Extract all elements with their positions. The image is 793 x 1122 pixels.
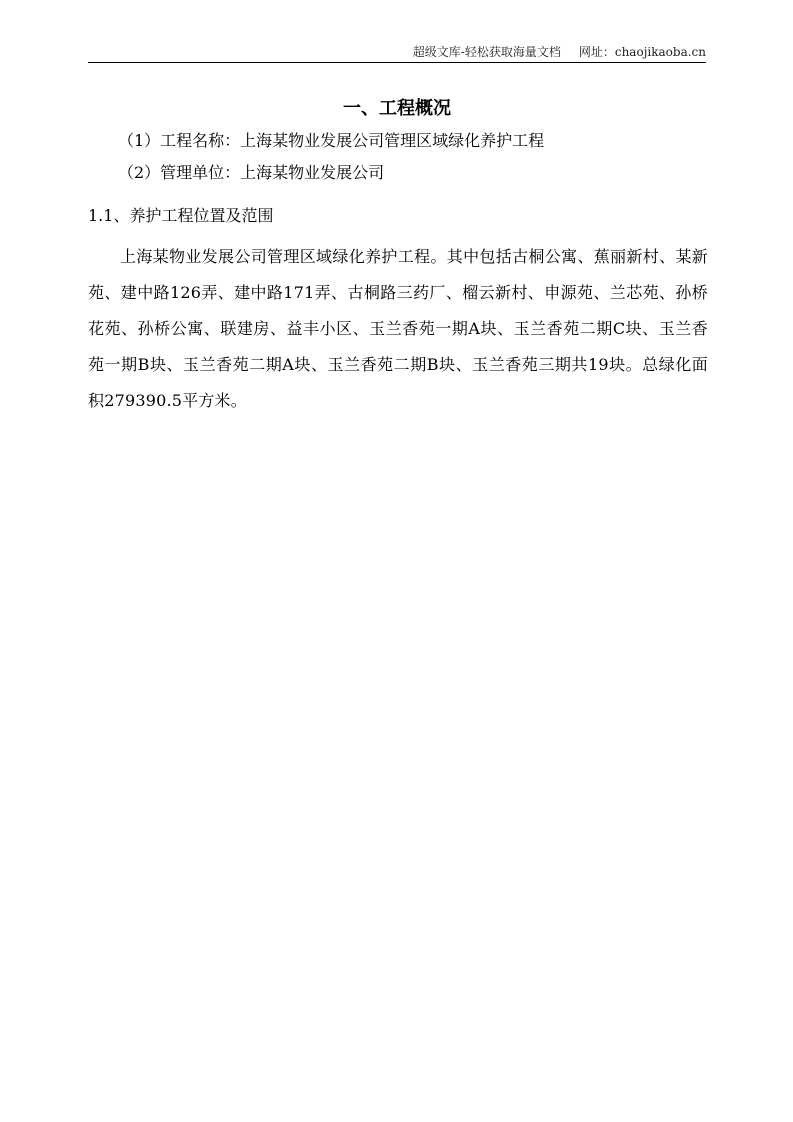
section-title: 一、工程概况 xyxy=(343,98,451,119)
library-label: 超级文库-轻松获取海量文档 xyxy=(412,45,561,59)
page-header xyxy=(88,44,706,63)
scope-paragraph: 上海某物业发展公司管理区域绿化养护工程。其中包括古桐公寓、蕉丽新村、某新苑、建中路126弄、建中路171弄、古桐路三药厂、榴云新村、申源苑、兰芯苑、孙桥花苑、孙桥公寓、联建房、益丰小区、玉兰香苑一期A块、玉兰香苑二期C块、玉兰香苑一期B块、玉兰香苑二期A块、玉兰香苑二期B块、玉兰香苑三期共19块。总绿化面积279390.5平方米。 xyxy=(88,247,708,410)
website-label: 网址：chaojikaoba.cn xyxy=(578,45,706,59)
project-name-line: （1）工程名称：上海某物业发展公司管理区域绿化养护工程 xyxy=(118,131,545,150)
subsection-title: 1.1、养护工程位置及范围 xyxy=(88,206,274,225)
management-unit-line: （2）管理单位：上海某物业发展公司 xyxy=(118,163,385,182)
